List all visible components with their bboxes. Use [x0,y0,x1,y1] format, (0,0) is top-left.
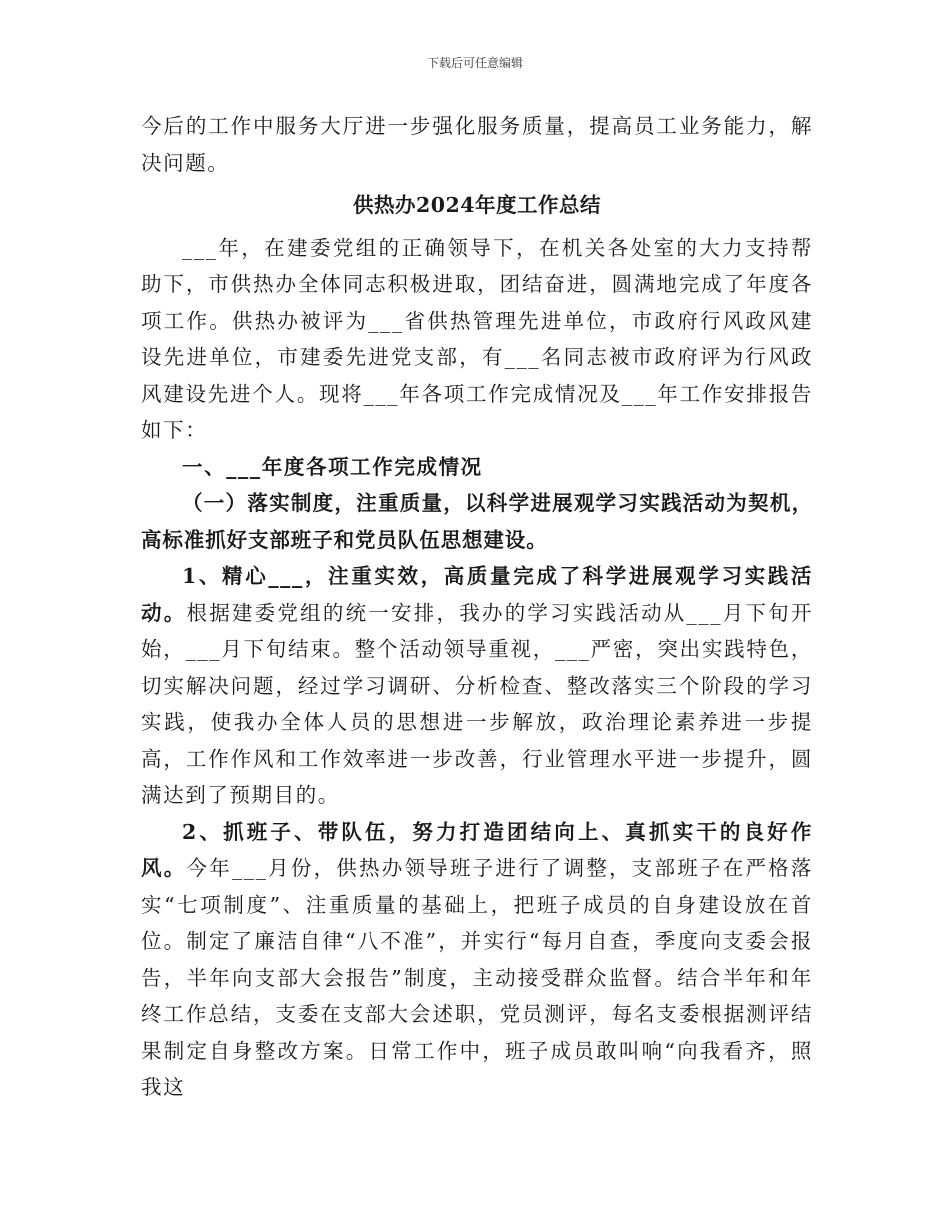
subsection-heading: （一）落实制度，注重质量，以科学进展观学习实践活动为契机，高标准抓好支部班子和党员队伍思想建设。 [141,491,813,552]
item-1-heading: 1、精心___，注重实效，高质量完成了科学进展观学习实践活动。 [141,564,813,625]
section-heading: 一、___年度各项工作完成情况 [182,454,483,479]
page-header: 下载后可任意编辑 [426,56,523,70]
item-1-body: 根据建委党组的统一安排，我办的学习实践活动从___月下旬开始，___月下旬结束。整个活动领导重视，___严密，突出实践特色，切实解决问题，经过学习调研、分析检查、整改落实三个阶段的学习实践，使我办全体人员的思想进一步解放，政治理论素养进一步提高，工作作风和工作效率进一步改善，行业管理水平进一步提升，圆满达到了预期目的。 [141,600,813,807]
item-2-body: 今年___月份，供热办领导班子进行了调整，支部班子在严格落实“七项制度”、注重质量的基础上，把班子成员的自身建设放在首位。制定了廉洁自律“八不准”，并实行“每月自查，季度向支委会报告，半年向支部大会报告”制度，主动接受群众监督。结合半年和年终工作总结，支委在支部大会述职，党员测评，每名支委根据测评结果制定自身整改方案。日常工作中，班子成员敢叫响“向我看齐，照我这 [141,856,813,1099]
item-1-paragraph [141,558,813,814]
document-body [141,108,813,1106]
document-title: 供热办2024年度工作总结 [352,193,602,217]
item-2-heading: 2、抓班子、带队伍，努力打造团结向上、真抓实干的良好作风。 [141,819,813,880]
continuation-paragraph: 今后的工作中服务大厅进一步强化服务质量，提高员工业务能力，解决问题。 [141,114,813,175]
item-2-paragraph [141,814,813,1106]
intro-paragraph: ___年，在建委党组的正确领导下，在机关各处室的大力支持帮助下，市供热办全体同志积极进取，团结奋进，圆满地完成了年度各项工作。供热办被评为___省供热管理先进单位，市政府行风政风建设先进单位，市建委先进党支部，有___名同志被市政府评为行风政风建设先进个人。现将___年各项工作完成情况及___年工作安排报告如下： [141,235,813,442]
